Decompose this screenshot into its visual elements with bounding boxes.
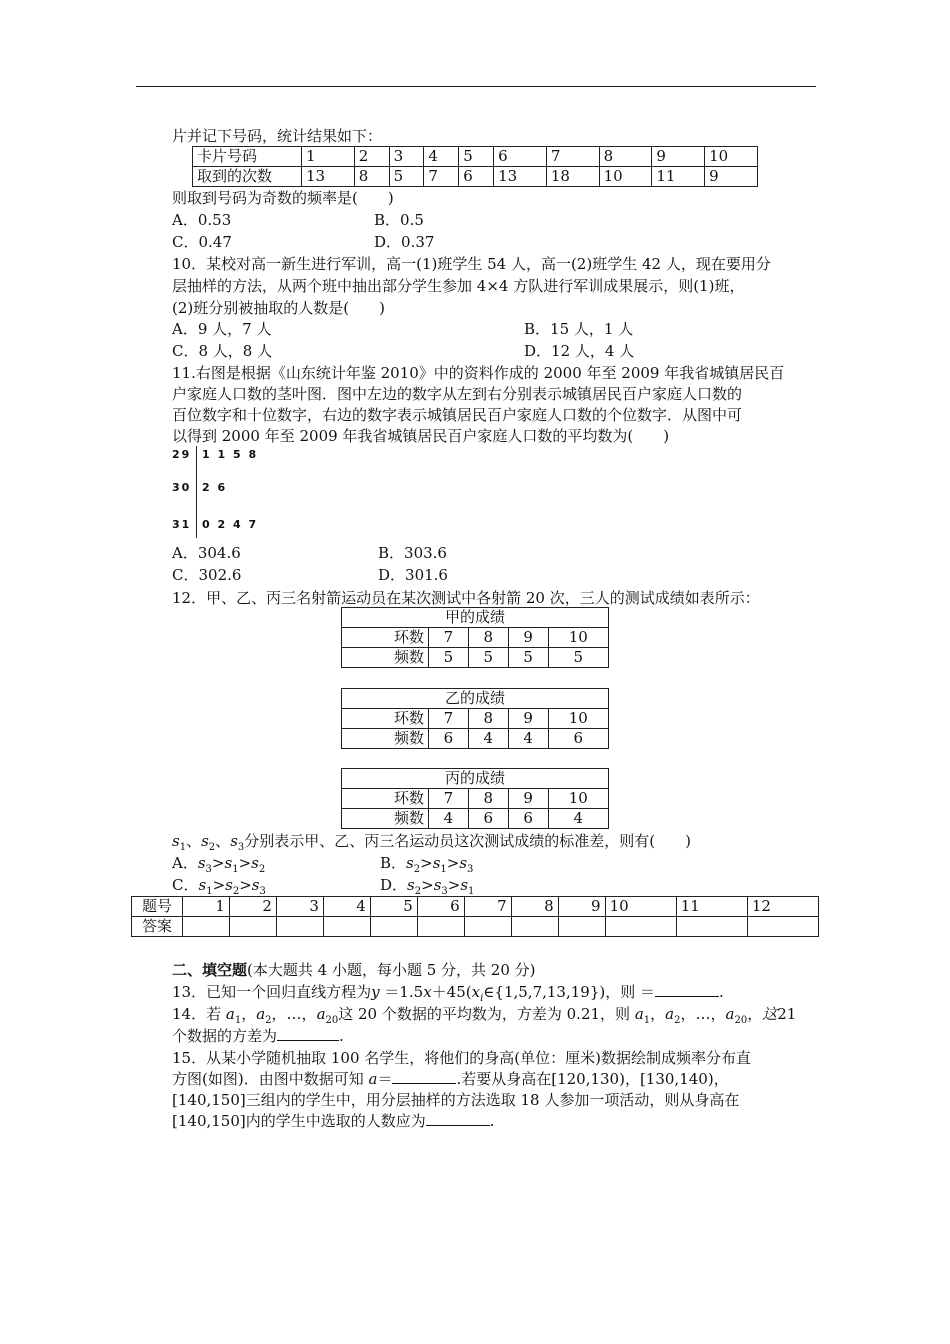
question-number: 5 bbox=[370, 897, 417, 917]
q11-option-c: C．302.6 bbox=[172, 566, 242, 584]
score-table-yi bbox=[341, 688, 609, 749]
q15-blank-count[interactable] bbox=[426, 1111, 490, 1126]
ring-value: 9 bbox=[508, 628, 548, 648]
leaf-values: 2 6 bbox=[202, 481, 228, 494]
answer-cell[interactable] bbox=[183, 917, 230, 937]
q14-line1: 14．若 $a_1$，$a_2$，…，$a_{20}$这 20 个数据的平均数为，方差为 0.21，则 $a_1$，$a_2$，…，$a_{20}$，这21 bbox=[172, 1005, 797, 1026]
question-number: 7 bbox=[464, 897, 511, 917]
answer-cell[interactable] bbox=[558, 917, 605, 937]
score-table-title: 乙的成绩 bbox=[342, 689, 609, 709]
header-rule bbox=[136, 86, 816, 87]
q10-line3: (2)班分别被抽取的人数是( ) bbox=[172, 299, 385, 317]
card-count: 7 bbox=[424, 167, 459, 187]
question-number: 9 bbox=[558, 897, 605, 917]
leaf-values: 1 1 5 8 bbox=[202, 448, 259, 461]
freq-value: 5 bbox=[429, 648, 469, 668]
question-number: 6 bbox=[417, 897, 464, 917]
q14-blank[interactable] bbox=[277, 1026, 339, 1041]
card-table-row bbox=[193, 147, 758, 167]
question-number: 10 bbox=[605, 897, 676, 917]
stem-value: 29 bbox=[172, 448, 192, 461]
q10-option-b: B．15 人，1 人 bbox=[524, 320, 634, 338]
card-number: 9 bbox=[652, 147, 705, 167]
intro-line: 片并记下号码，统计结果如下： bbox=[172, 127, 383, 145]
stem-leaf-divider bbox=[196, 446, 197, 538]
freq-value: 4 bbox=[548, 809, 608, 829]
answer-cell[interactable] bbox=[676, 917, 747, 937]
question-number: 4 bbox=[323, 897, 370, 917]
q14-line2: 个数据的方差为 . bbox=[172, 1027, 344, 1045]
score-table-title: 丙的成绩 bbox=[342, 769, 609, 789]
card-count: 9 bbox=[705, 167, 758, 187]
q10-line1: 10．某校对高一新生进行军训，高一(1)班学生 54 人，高一(2)班学生 42 人，现在要用分 bbox=[172, 255, 771, 273]
ring-label: 环数 bbox=[342, 789, 429, 809]
question-number: 11 bbox=[676, 897, 747, 917]
freq-label: 频数 bbox=[342, 729, 429, 749]
answer-cell[interactable] bbox=[323, 917, 370, 937]
card-number: 5 bbox=[459, 147, 494, 167]
q12-stem: $s_1$、$s_2$、$s_3$分别表示甲、乙、丙三名运动员这次测试成绩的标准差，则有( ) bbox=[172, 832, 691, 853]
ring-value: 7 bbox=[429, 628, 469, 648]
ring-value: 7 bbox=[429, 789, 469, 809]
q9-stem: 则取到号码为奇数的频率是( ) bbox=[172, 189, 394, 207]
card-number: 8 bbox=[599, 147, 652, 167]
answer-cell[interactable] bbox=[464, 917, 511, 937]
card-row1-label: 卡片号码 bbox=[193, 147, 302, 167]
card-number: 2 bbox=[354, 147, 389, 167]
q10-option-d: D．12 人，4 人 bbox=[524, 342, 635, 360]
q10-line2: 层抽样的方法，从两个班中抽出部分学生参加 4×4 方队进行军训成果展示，则(1)班， bbox=[172, 277, 745, 295]
q11-line1: 11.右图是根据《山东统计年鉴 2010》中的资料作成的 2000 年至 2009 年我省城镇居民百 bbox=[172, 364, 785, 382]
question-number: 1 bbox=[183, 897, 230, 917]
card-count: 13 bbox=[494, 167, 547, 187]
card-count: 6 bbox=[459, 167, 494, 187]
ring-value: 8 bbox=[468, 789, 508, 809]
q9-option-b: B．0.5 bbox=[374, 211, 424, 229]
q12-option-a: A．$s_3>s_1>s_2$ bbox=[172, 854, 266, 875]
answer-cell[interactable] bbox=[747, 917, 818, 937]
q15-line3: [140,150]三组内的学生中，用分层抽样的方法选取 18 人参加一项活动，则从身高在 bbox=[172, 1091, 740, 1109]
card-count: 18 bbox=[546, 167, 599, 187]
card-number: 1 bbox=[302, 147, 355, 167]
freq-value: 4 bbox=[468, 729, 508, 749]
freq-value: 4 bbox=[508, 729, 548, 749]
q13-blank[interactable] bbox=[655, 982, 719, 997]
question-number: 8 bbox=[511, 897, 558, 917]
card-row2-label: 取到的次数 bbox=[193, 167, 302, 187]
q12-option-c: C．$s_1>s_2>s_3$ bbox=[172, 876, 266, 897]
ring-value: 10 bbox=[548, 628, 608, 648]
answer-cell[interactable] bbox=[605, 917, 676, 937]
q12-line1: 12．甲、乙、丙三名射箭运动员在某次测试中各射箭 20 次，三人的测试成绩如表所示： bbox=[172, 589, 760, 607]
card-count: 10 bbox=[599, 167, 652, 187]
q15-line2: 方图(如图)．由图中数据可知 a＝ .若要从身高在[120,130)，[130,140)， bbox=[172, 1070, 729, 1088]
ring-value: 7 bbox=[429, 709, 469, 729]
q11-option-a: A．304.6 bbox=[172, 544, 241, 562]
freq-label: 频数 bbox=[342, 648, 429, 668]
q11-line3: 百位数字和十位数字，右边的数字表示城镇居民百户家庭人口数的个位数字．从图中可 bbox=[172, 406, 743, 424]
q15-line4: [140,150]内的学生中选取的人数应为 . bbox=[172, 1112, 495, 1130]
ring-value: 8 bbox=[468, 628, 508, 648]
freq-label: 频数 bbox=[342, 809, 429, 829]
answer-cell[interactable] bbox=[417, 917, 464, 937]
card-table bbox=[192, 146, 758, 187]
answer-table bbox=[131, 896, 819, 937]
card-count: 13 bbox=[302, 167, 355, 187]
ring-value: 10 bbox=[548, 789, 608, 809]
q9-option-d: D．0.37 bbox=[374, 233, 435, 251]
section2-heading: 二、填空题(本大题共 4 小题，每小题 5 分，共 20 分) bbox=[172, 961, 536, 979]
card-table-row bbox=[193, 167, 758, 187]
q11-option-b: B．303.6 bbox=[378, 544, 447, 562]
card-number: 7 bbox=[546, 147, 599, 167]
ring-label: 环数 bbox=[342, 709, 429, 729]
freq-value: 5 bbox=[468, 648, 508, 668]
q11-option-d: D．301.6 bbox=[378, 566, 448, 584]
answer-cell[interactable] bbox=[276, 917, 323, 937]
q9-option-c: C．0.47 bbox=[172, 233, 232, 251]
answer-label-q: 题号 bbox=[132, 897, 183, 917]
ring-value: 8 bbox=[468, 709, 508, 729]
freq-value: 6 bbox=[468, 809, 508, 829]
freq-value: 6 bbox=[508, 809, 548, 829]
stem-value: 31 bbox=[172, 518, 192, 531]
q13-line: 13．已知一个回归直线方程为$y =1.5x+45(x_i\in\{1,5,7,13,19\})$，则 ＝ . bbox=[172, 983, 724, 1004]
q10-option-c: C．8 人，8 人 bbox=[172, 342, 273, 360]
answer-label-a: 答案 bbox=[132, 917, 183, 937]
card-count: 5 bbox=[389, 167, 424, 187]
ring-value: 10 bbox=[548, 709, 608, 729]
question-number: 3 bbox=[276, 897, 323, 917]
card-number: 4 bbox=[424, 147, 459, 167]
q15-line1: 15．从某小学随机抽取 100 名学生，将他们的身高(单位：厘米)数据绘制成频率分布直 bbox=[172, 1049, 751, 1067]
leaf-values: 0 2 4 7 bbox=[202, 518, 259, 531]
card-number: 3 bbox=[389, 147, 424, 167]
q12-option-b: B．$s_2>s_1>s_3$ bbox=[380, 854, 474, 875]
question-number: 12 bbox=[747, 897, 818, 917]
freq-value: 5 bbox=[508, 648, 548, 668]
answer-cell[interactable] bbox=[229, 917, 276, 937]
stem-value: 30 bbox=[172, 481, 192, 494]
freq-value: 6 bbox=[548, 729, 608, 749]
q9-option-a: A．0.53 bbox=[172, 211, 232, 229]
ring-label: 环数 bbox=[342, 628, 429, 648]
q15-blank-a[interactable] bbox=[392, 1069, 456, 1084]
score-table-bing bbox=[341, 768, 609, 829]
freq-value: 4 bbox=[429, 809, 469, 829]
card-count: 8 bbox=[354, 167, 389, 187]
card-number: 10 bbox=[705, 147, 758, 167]
freq-value: 6 bbox=[429, 729, 469, 749]
ring-value: 9 bbox=[508, 789, 548, 809]
answer-cell[interactable] bbox=[511, 917, 558, 937]
answer-cell[interactable] bbox=[370, 917, 417, 937]
score-table-title: 甲的成绩 bbox=[342, 608, 609, 628]
q11-line4: 以得到 2000 年至 2009 年我省城镇居民百户家庭人口数的平均数为( ) bbox=[172, 427, 670, 445]
q11-line2: 户家庭人口数的茎叶图．图中左边的数字从左到右分别表示城镇居民百户家庭人口数的 bbox=[172, 385, 743, 403]
score-table-jia bbox=[341, 607, 609, 668]
card-number: 6 bbox=[494, 147, 547, 167]
question-number: 2 bbox=[229, 897, 276, 917]
ring-value: 9 bbox=[508, 709, 548, 729]
card-count: 11 bbox=[652, 167, 705, 187]
freq-value: 5 bbox=[548, 648, 608, 668]
q10-option-a: A．9 人，7 人 bbox=[172, 320, 272, 338]
q12-option-d: D．$s_2>s_3>s_1$ bbox=[380, 876, 475, 897]
